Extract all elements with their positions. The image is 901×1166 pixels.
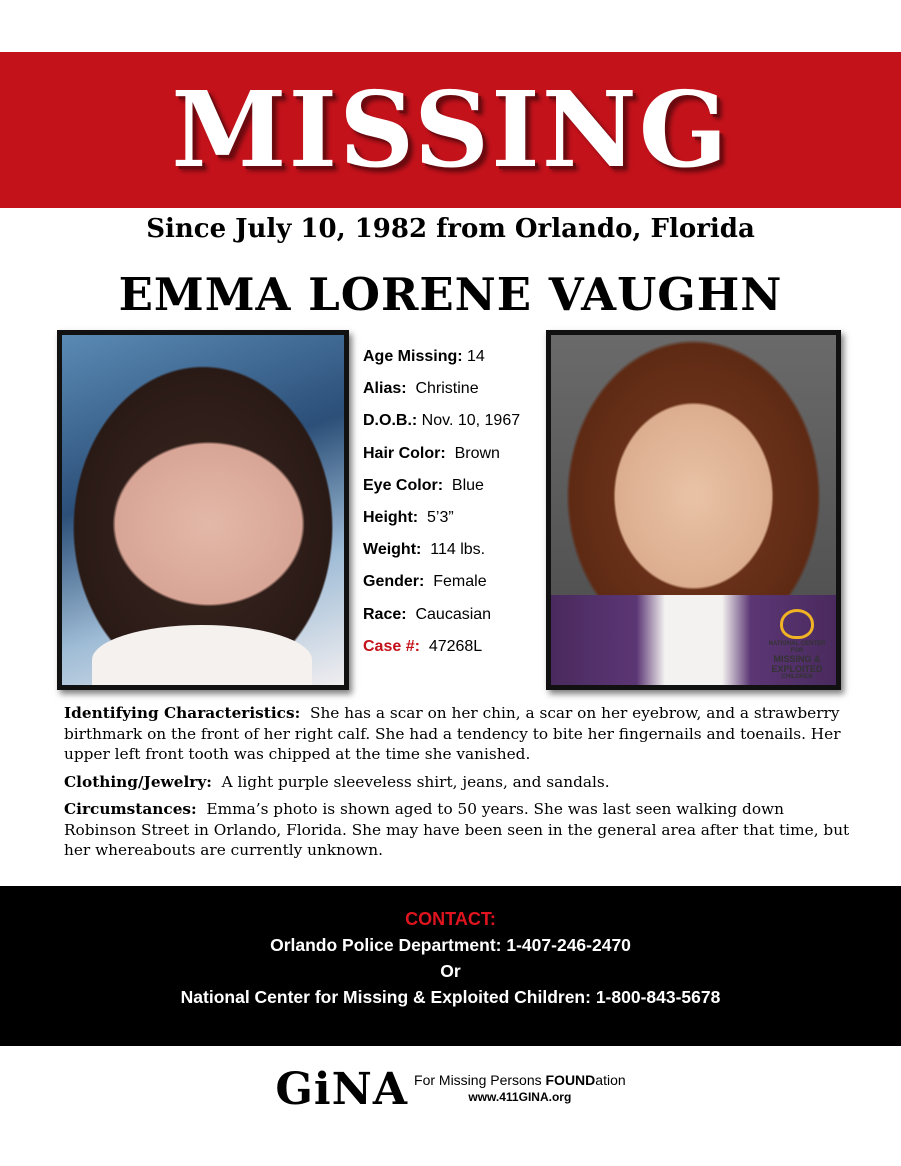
- contact-ncmec: National Center for Missing & Exploited Children: 1-800-843-5678: [180, 987, 721, 1007]
- photo-collar: [92, 625, 312, 690]
- contact-or: Or: [440, 961, 461, 981]
- detail-alias: Alias: Christine: [363, 380, 479, 398]
- ncmec-logo-line: EXPLOITED: [771, 663, 823, 674]
- detail-weight: Weight: 114 lbs.: [363, 541, 486, 559]
- missing-person-name: EMMA LORENE VAUGHN: [118, 268, 783, 321]
- identifying-characteristics: Identifying Characteristics: She has a scar on her chin, a scar on her eyebrow, and a strawberry birthmark on the front of her right calf. She had a tendency to bite her fingernails and toenails. Her upper left front tooth was chipped at the time she vanished.: [64, 704, 841, 763]
- detail-race: Race: Caucasian: [363, 605, 492, 623]
- childhood-photo: [57, 330, 349, 690]
- details-list: [363, 348, 543, 670]
- gina-logo: GiNA: [275, 1063, 409, 1115]
- description-section: [64, 703, 854, 868]
- detail-height: Height: 5’3”: [363, 508, 454, 526]
- clothing-jewelry: Clothing/Jewelry: A light purple sleeveless shirt, jeans, and sandals.: [64, 772, 610, 791]
- missing-banner: [0, 52, 901, 208]
- contact-section: [0, 886, 901, 1046]
- detail-age: Age Missing: 14: [363, 348, 485, 365]
- ncmec-logo-mark-icon: [780, 609, 814, 639]
- gina-footer: [0, 1064, 901, 1114]
- age-progressed-photo: [546, 330, 841, 690]
- detail-hair-color: Hair Color: Brown: [363, 444, 500, 462]
- gina-url: www.411GINA.org: [468, 1090, 572, 1104]
- missing-since-line: Since July 10, 1982 from Orlando, Florida: [146, 214, 755, 244]
- detail-dob: D.O.B.: Nov. 10, 1967: [363, 412, 521, 430]
- detail-case-number: Case #: 47268L: [363, 637, 483, 655]
- detail-eye-color: Eye Color: Blue: [363, 476, 484, 494]
- gina-tagline: For Missing Persons FOUNDation www.411GINA.org: [414, 1072, 626, 1104]
- detail-gender: Gender: Female: [363, 573, 487, 591]
- banner-title: MISSING: [171, 68, 730, 191]
- contact-police: Orlando Police Department: 1-407-246-2470: [270, 935, 631, 955]
- ncmec-logo-line: MISSING &: [773, 653, 821, 664]
- ncmec-logo-line: CHILDREN: [781, 674, 813, 681]
- ncmec-logo: [762, 609, 832, 681]
- contact-title: CONTACT:: [405, 909, 496, 929]
- circumstances: Circumstances: Emma’s photo is shown aged to 50 years. She was last seen walking down Robinson Street in Orlando, Florida. She may have been seen in the general area after that time, but her whereabouts are currently unknown.: [64, 800, 850, 859]
- ncmec-logo-line: NATIONAL CENTER FOR: [768, 641, 826, 655]
